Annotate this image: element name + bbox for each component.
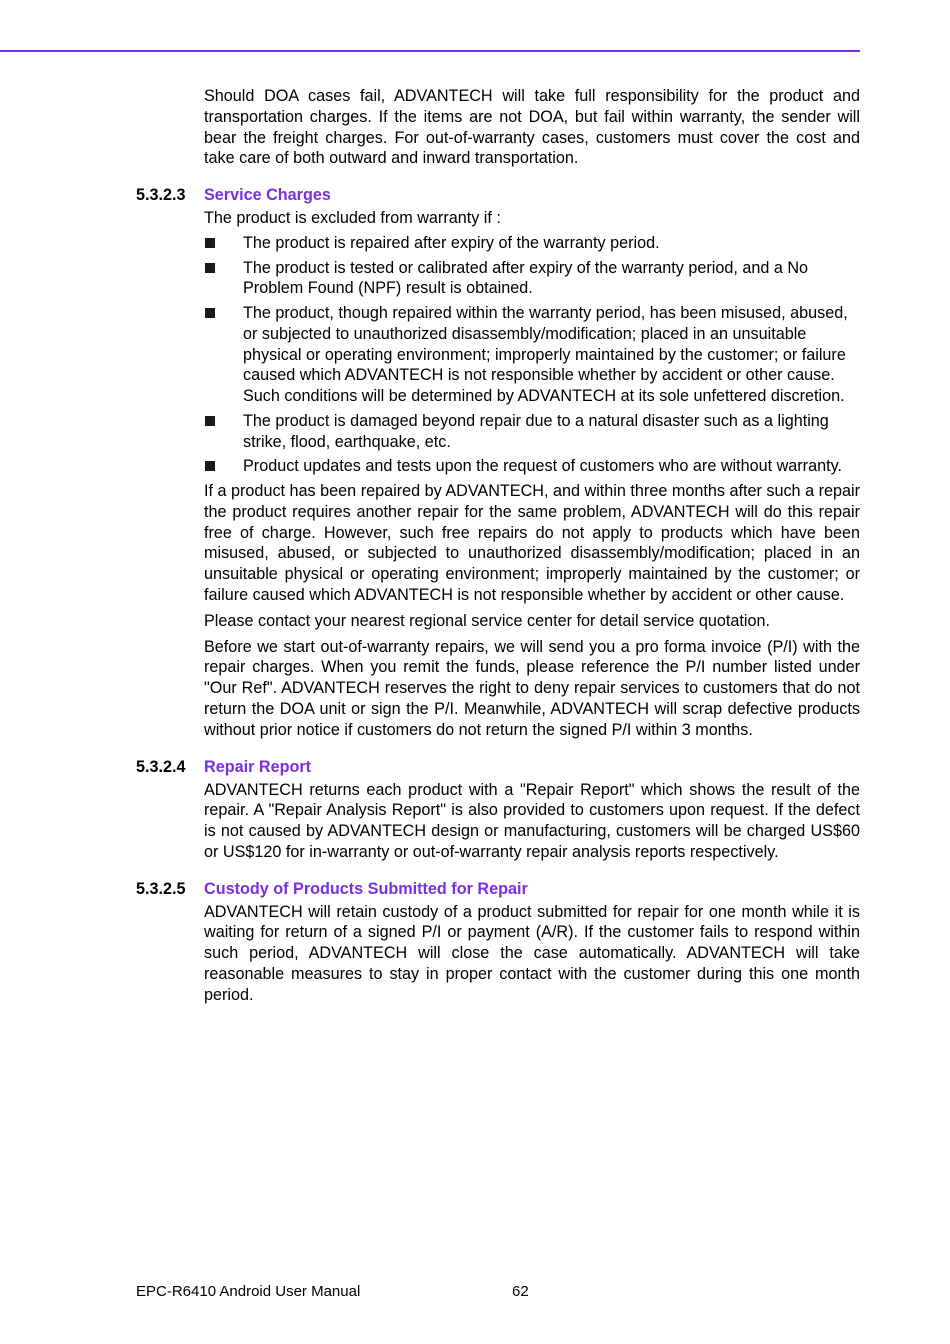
section-heading <box>136 184 860 206</box>
section-number: 5.3.2.3 <box>136 186 186 205</box>
list-item <box>204 258 860 300</box>
section-title: Repair Report <box>204 757 312 776</box>
section-number: 5.3.2.4 <box>136 757 186 776</box>
square-bullet-icon <box>205 238 215 248</box>
list-item-text: Product updates and tests upon the request of customers who are without warranty. <box>243 457 842 476</box>
body-paragraph: If a product has been repaired by ADVANTECH, and within three months after such a repair the product requires another repair for the same problem, ADVANTECH will do this repair free of charge. However, such free repairs do not apply to products which have been misused, abused, or subjected to unauthorized disassembly/modification; placed in an unsuitable physical or operating environment; improperly maintained by the customer; or failure caused which ADVANTECH is not responsible whether by accident or other cause. <box>204 481 860 604</box>
section-lead: The product is excluded from warranty if : <box>204 209 501 228</box>
list-item <box>204 233 860 254</box>
intro-paragraph: Should DOA cases fail, ADVANTECH will take full responsibility for the product and transportation charges. If the items are not DOA, but fail within warranty, the sender will bear the freight charges. For out-of-warranty cases, customers must cover the cost and take care of both outward and inward transportation. <box>204 87 860 168</box>
body-paragraph: ADVANTECH will retain custody of a product submitted for repair for one month while it is waiting for return of a signed P/I or payment (A/R). If the customer fails to respond within such period, ADVANTECH will close the case automatically. ADVANTECH will take reasonable measures to stay in proper contact with the customer during this one month period. <box>204 902 860 1004</box>
body-paragraph: Please contact your nearest regional service center for detail service quotation. <box>204 611 770 630</box>
list-item-text: The product is repaired after expiry of the warranty period. <box>243 233 660 252</box>
list-item <box>204 456 860 477</box>
square-bullet-icon <box>205 461 215 471</box>
body-paragraph: Before we start out-of-warranty repairs, we will send you a pro forma invoice (P/I) with the repair charges. When you remit the funds, please reference the P/I number listed under "Our Ref". ADVANTECH reserves the right to deny repair services to customers that do not return the DOA unit or sign the P/I. Meanwhile, ADVANTECH will scrap defective products without prior notice if customers do not return the signed P/I within 3 months. <box>204 637 860 739</box>
square-bullet-icon <box>205 416 215 426</box>
section-title: Custody of Products Submitted for Repair <box>204 879 528 898</box>
body-paragraph: ADVANTECH returns each product with a "Repair Report" which shows the result of the repair. A "Repair Analysis Report" is also provided to customers upon request. If the defect is not caused by ADVANTECH design or manufacturing, customers will be charged US$60 or US$120 for in-warranty or out-of-warranty repair analysis reports respectively. <box>204 780 860 861</box>
list-item-text: The product, though repaired within the warranty period, has been misused, abused, or subjected to unauthorized disassembly/modification; placed in an unsuitable physical or operating environment; improperly maintained by the customer; or failure caused which ADVANTECH is not responsible whether by accident or other cause. Such conditions will be determined by ADVANTECH at its sole unfettered discretion. <box>243 303 848 406</box>
section-repair-report <box>136 756 860 863</box>
exclusion-list <box>204 233 860 477</box>
section-heading <box>136 756 860 778</box>
footer-manual-title: EPC-R6410 Android User Manual <box>136 1283 361 1300</box>
list-item-text: The product is tested or calibrated after expiry of the warranty period, and a No Problem Found (NPF) result is obtained. <box>243 258 809 298</box>
footer-page-number: 62 <box>512 1283 529 1300</box>
section-number: 5.3.2.5 <box>136 879 186 898</box>
section-heading <box>136 878 860 900</box>
square-bullet-icon <box>205 263 215 273</box>
list-item-text: The product is damaged beyond repair due to a natural disaster such as a lighting strike, flood, earthquake, etc. <box>243 411 829 451</box>
page-body <box>136 86 860 1011</box>
list-item <box>204 411 860 453</box>
header-rule <box>0 50 860 52</box>
section-service-charges <box>136 184 860 740</box>
list-item <box>204 303 860 407</box>
square-bullet-icon <box>205 308 215 318</box>
section-custody <box>136 878 860 1006</box>
section-title: Service Charges <box>204 186 331 205</box>
